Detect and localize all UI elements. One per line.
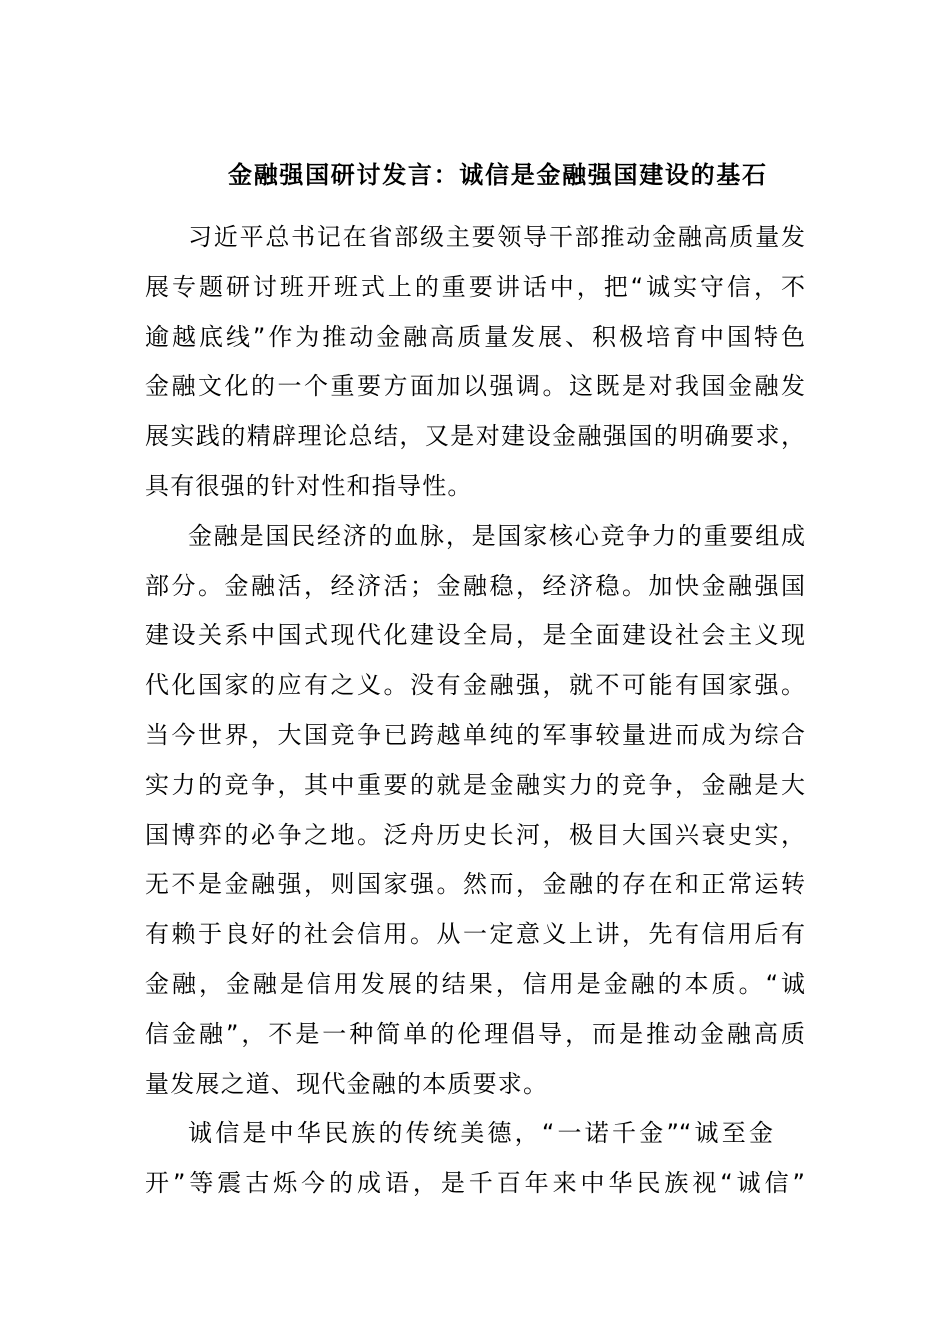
paragraph-line: 金融是国民经济的血脉，是国家核心竞争力的重要组成 [188, 521, 805, 550]
paragraph-line: 部分。金融活，经济活；金融稳，经济稳。加快金融强国 [145, 571, 805, 600]
paragraph-line: 无不是金融强，则国家强。然而，金融的存在和正常运转 [145, 870, 805, 899]
paragraph-line: 有赖于良好的社会信用。从一定意义上讲，先有信用后有 [145, 920, 805, 949]
paragraph-line: 展专题研讨班开班式上的重要讲话中，把“诚实守信，不 [145, 272, 805, 301]
paragraph-line: 实力的竞争，其中重要的就是金融实力的竞争，金融是大 [145, 770, 805, 799]
paragraph-line: 金融，金融是信用发展的结果，信用是金融的本质。“诚 [145, 969, 805, 998]
paragraph-line: 信金融”，不是一种简单的伦理倡导，而是推动金融高质 [145, 1019, 805, 1048]
paragraph-line: 建设关系中国式现代化建设全局，是全面建设社会主义现 [145, 621, 805, 650]
paragraph-3 [145, 1109, 805, 1209]
paragraph-line: 诚信是中华民族的传统美德，“一诺千金”“诚至金 [188, 1119, 773, 1148]
document-body [145, 213, 805, 1209]
paragraph-line: 习近平总书记在省部级主要领导干部推动金融高质量发 [188, 223, 805, 251]
paragraph-1 [145, 213, 805, 512]
paragraph-line: 具有很强的针对性和指导性。 [145, 471, 473, 500]
paragraph-2 [145, 512, 805, 1110]
paragraph-line: 代化国家的应有之义。没有金融强，就不可能有国家强。 [145, 671, 805, 700]
paragraph-line: 展实践的精辟理论总结，又是对建设金融强国的明确要求， [145, 422, 805, 451]
paragraph-line: 量发展之道、现代金融的本质要求。 [145, 1069, 549, 1098]
paragraph-line: 金融文化的一个重要方面加以强调。这既是对我国金融发 [145, 372, 805, 401]
paragraph-line: 国博弈的必争之地。泛舟历史长河，极目大国兴衰史实， [145, 820, 805, 849]
paragraph-line: 当今世界，大国竞争已跨越单纯的军事较量进而成为综合 [145, 720, 805, 749]
paragraph-line: 逾越底线”作为推动金融高质量发展、积极培育中国特色 [145, 322, 805, 351]
paragraph-line: 开”等震古烁今的成语，是千百年来中华民族视“诚信” [145, 1169, 805, 1198]
document-title: 金融强国研讨发言：诚信是金融强国建设的基石 [228, 161, 766, 189]
